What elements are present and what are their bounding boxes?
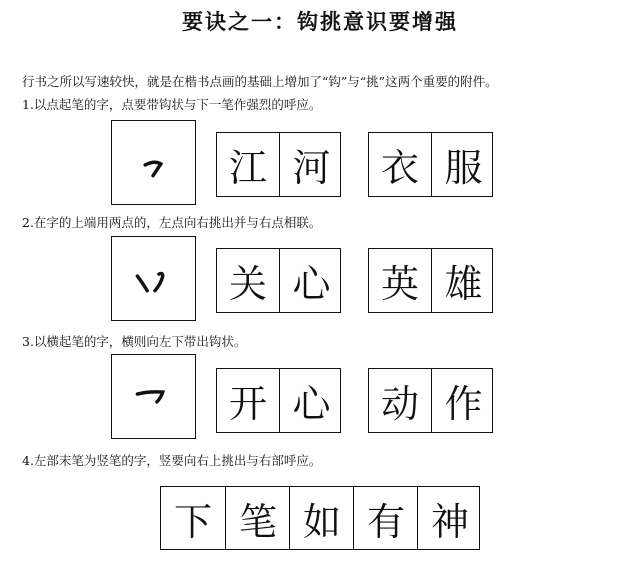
stroke-sample-box-2 (111, 236, 196, 321)
two-dots-stroke (112, 237, 195, 320)
example-char: 关 (228, 262, 267, 306)
example-char: 开 (228, 382, 267, 426)
horizontal-hook-stroke (112, 355, 195, 438)
example-char: 江 (228, 146, 267, 190)
stroke-sample-box-3 (111, 354, 196, 439)
example-char: 下 (173, 499, 212, 544)
example-char: 心 (279, 369, 343, 432)
dot-hook-stroke (112, 121, 195, 204)
rule-3-text: 3.以横起笔的字，横则向左下带出钩状。 (22, 334, 247, 349)
example-char: 笔 (225, 487, 290, 549)
example-char: 衣 (380, 146, 419, 190)
example-box-3a (216, 368, 341, 433)
stroke-sample-box-1 (111, 120, 196, 205)
example-char: 雄 (431, 249, 495, 312)
example-box-4 (160, 486, 480, 550)
example-box-1a (216, 132, 341, 197)
example-char: 神 (417, 487, 482, 549)
example-box-2a (216, 248, 341, 313)
rule-1-text: 1.以点起笔的字，点要带钩状与下一笔作强烈的呼应。 (22, 97, 322, 112)
intro-text: 行书之所以写速较快，就是在楷书点画的基础上增加了“钩”与“挑”这两个重要的附件。 (22, 74, 498, 89)
rule-4-text: 4.左部末笔为竖笔的字，竖要向右上挑出与右部呼应。 (22, 453, 322, 468)
example-box-2b (368, 248, 493, 313)
rule-2-text: 2.在字的上端用两点的，左点向右挑出并与右点相联。 (22, 215, 322, 230)
example-char: 河 (279, 133, 343, 196)
example-char: 如 (289, 487, 354, 549)
example-box-1b (368, 132, 493, 197)
example-char: 心 (279, 249, 343, 312)
example-char: 有 (353, 487, 418, 549)
example-box-3b (368, 368, 493, 433)
example-char: 英 (380, 262, 419, 306)
example-char: 服 (431, 133, 495, 196)
example-char: 动 (380, 382, 419, 426)
page-title: 要诀之一：钩挑意识要增强 (182, 10, 458, 34)
example-char: 作 (431, 369, 495, 432)
